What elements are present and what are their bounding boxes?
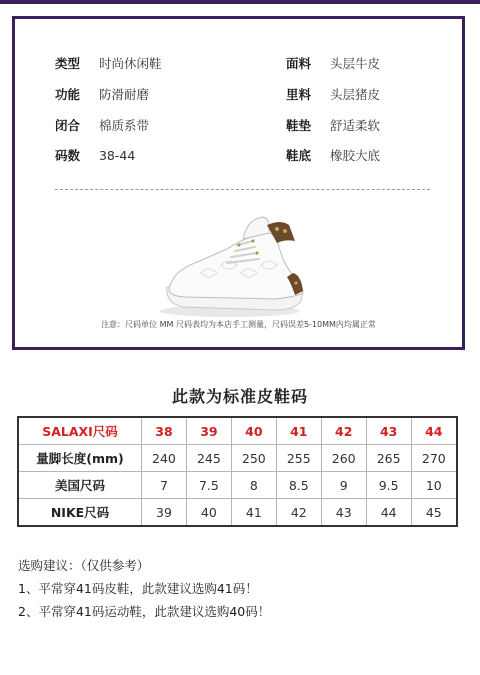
spec-label: 功能: [55, 87, 81, 102]
spec-lining: [286, 85, 380, 105]
spec-label: 类型: [55, 56, 81, 71]
table-cell: 39: [142, 499, 187, 527]
row-label: SALAXI尺码: [18, 417, 142, 445]
table-cell: 7.5: [186, 472, 231, 499]
table-cell: 41: [231, 499, 276, 527]
size-cell: 43: [366, 417, 411, 445]
table-cell: 44: [366, 499, 411, 527]
spec-label: 鞋垫: [286, 118, 312, 133]
size-cell: 41: [276, 417, 321, 445]
table-row: [18, 472, 457, 499]
spec-value: 舒适柔软: [329, 118, 380, 133]
table-cell: 8: [231, 472, 276, 499]
size-chart-title: 此款为标准皮鞋码: [171, 387, 308, 406]
product-spec-card: [12, 16, 465, 350]
table-cell: 43: [321, 499, 366, 527]
spec-function: [55, 85, 149, 105]
spec-closure: [55, 116, 149, 136]
spec-value: 时尚休闲鞋: [98, 56, 162, 71]
advice-item: 2、平常穿41码运动鞋，此款建议选购40码！: [18, 604, 271, 619]
spec-value: 头层猪皮: [329, 87, 380, 102]
dashed-divider: [55, 189, 430, 190]
table-cell: 45: [411, 499, 457, 527]
table-cell: 240: [142, 445, 187, 472]
table-cell: 7: [142, 472, 187, 499]
spec-label: 码数: [55, 148, 81, 163]
table-cell: 42: [276, 499, 321, 527]
size-table-header-row: [18, 417, 457, 445]
size-cell: 40: [231, 417, 276, 445]
size-cell: 39: [186, 417, 231, 445]
spec-size-range: [55, 146, 135, 166]
row-label: 量脚长度(mm): [18, 445, 142, 472]
table-cell: 250: [231, 445, 276, 472]
table-cell: 255: [276, 445, 321, 472]
spec-value: 38-44: [98, 148, 136, 163]
table-cell: 9.5: [366, 472, 411, 499]
row-label: NIKE尺码: [18, 499, 142, 527]
spec-label: 里料: [286, 87, 312, 102]
advice-title: 选购建议：（仅供参考）: [18, 558, 150, 573]
spec-value: 防滑耐磨: [98, 87, 149, 102]
top-color-band: [0, 0, 480, 4]
spec-value: 头层牛皮: [329, 56, 380, 71]
table-cell: 245: [186, 445, 231, 472]
measurement-note: 注意：尺码单位 MM 尺码表均为本店手工测量，尺码误差5-10MM内均属正常: [101, 320, 376, 329]
spec-label: 闭合: [55, 118, 81, 133]
spec-upper-material: [286, 54, 380, 74]
size-cell: 42: [321, 417, 366, 445]
size-chart-table: [17, 416, 458, 527]
table-cell: 260: [321, 445, 366, 472]
table-row: [18, 445, 457, 472]
table-row: [18, 499, 457, 527]
table-cell: 270: [411, 445, 457, 472]
spec-insole: [286, 116, 380, 136]
spec-outsole: [286, 146, 380, 166]
advice-item: 1、平常穿41码皮鞋，此款建议选购41码！: [18, 581, 258, 596]
table-cell: 8.5: [276, 472, 321, 499]
size-cell: 38: [142, 417, 187, 445]
table-cell: 40: [186, 499, 231, 527]
table-cell: 9: [321, 472, 366, 499]
spec-type: [55, 54, 162, 74]
table-cell: 10: [411, 472, 457, 499]
spec-value: 棉质系带: [98, 118, 149, 133]
table-cell: 265: [366, 445, 411, 472]
spec-label: 面料: [286, 56, 312, 71]
spec-value: 橡胶大底: [329, 148, 380, 163]
sneaker-image: [155, 211, 325, 323]
size-cell: 44: [411, 417, 457, 445]
row-label: 美国尺码: [18, 472, 142, 499]
spec-label: 鞋底: [286, 148, 312, 163]
